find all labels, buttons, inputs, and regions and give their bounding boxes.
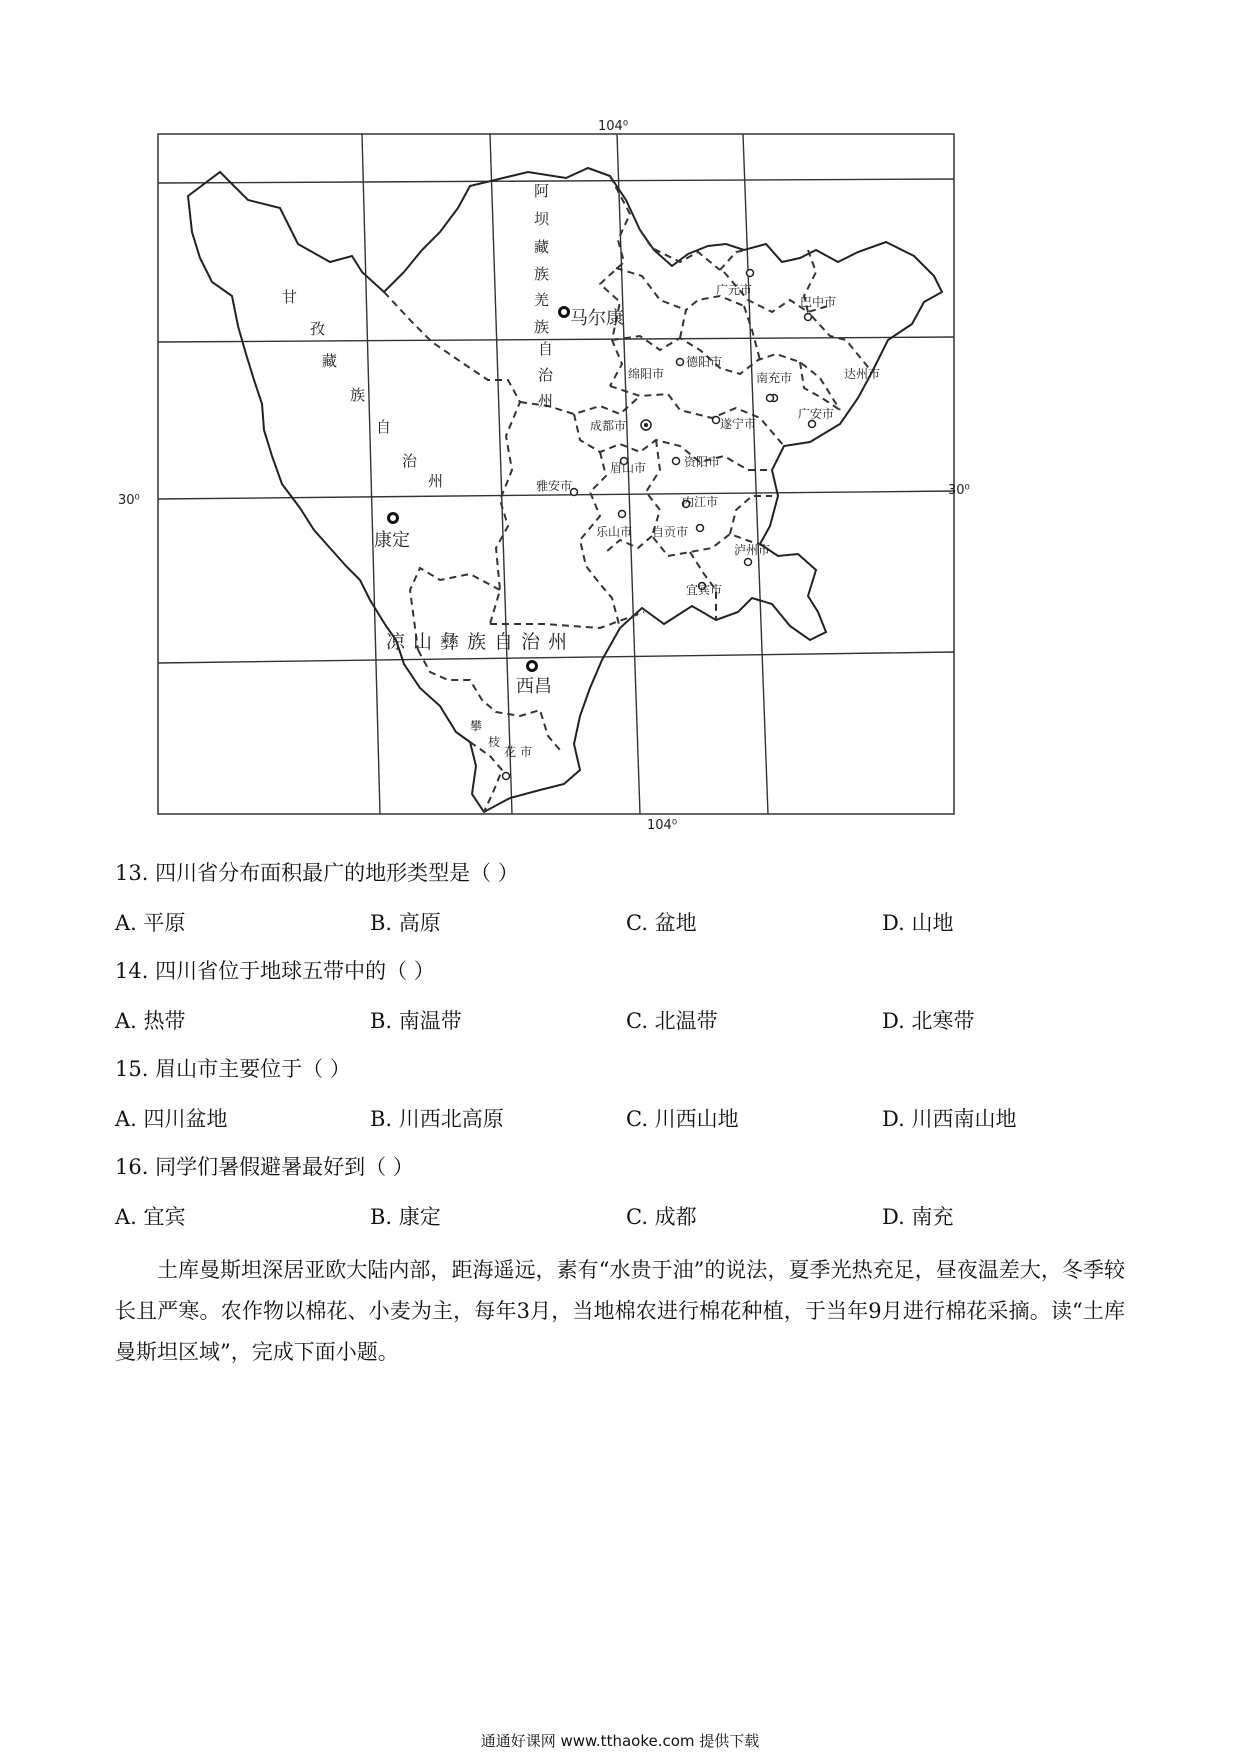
city-marker bbox=[528, 662, 537, 671]
region-char: 治 bbox=[538, 366, 554, 384]
question-16-option-c: C. 成都 bbox=[626, 1205, 697, 1229]
region-label-aba bbox=[534, 182, 554, 410]
city-marker bbox=[673, 458, 680, 465]
question-16-option-a: A. 宜宾 bbox=[115, 1205, 186, 1229]
city-marker bbox=[619, 511, 626, 518]
longitude-label-top: 104⁰ bbox=[598, 119, 629, 134]
city-label-bazhong: 巴中市 bbox=[800, 295, 837, 309]
city-label-panzhihua: 攀 bbox=[470, 719, 483, 733]
city-label-yaan: 雅安市 bbox=[536, 479, 573, 493]
latitude-label-left: 30⁰ bbox=[118, 493, 140, 508]
city-marker bbox=[713, 417, 720, 424]
city-label-panzhihua: 枝 bbox=[488, 735, 501, 749]
region-label-liangshan: 凉山彝族自治州 bbox=[386, 631, 576, 653]
city-label-yibin: 宜宾市 bbox=[686, 583, 723, 597]
city-kangding bbox=[374, 514, 410, 552]
city-label-xichang: 西昌 bbox=[516, 676, 552, 697]
city-marker bbox=[503, 773, 510, 780]
region-label-ganzi bbox=[282, 288, 443, 490]
question-16-stem: 16. 同学们暑假避暑最好到（ ） bbox=[115, 1155, 414, 1179]
city-label-chengdu: 成都市 bbox=[590, 419, 627, 433]
question-13-option-b: B. 高原 bbox=[370, 911, 441, 935]
question-16-option-d: D. 南充 bbox=[882, 1205, 954, 1229]
city-label-nanchong: 南充市 bbox=[756, 371, 793, 385]
region-char: 州 bbox=[538, 392, 554, 410]
region-char: 州 bbox=[428, 472, 444, 490]
city-marker bbox=[389, 514, 398, 523]
city-label-ziyang: 资阳市 bbox=[684, 455, 721, 469]
city-label-leshan: 乐山市 bbox=[596, 525, 633, 539]
city-marker bbox=[644, 423, 648, 427]
question-15-option-a: A. 四川盆地 bbox=[115, 1107, 228, 1131]
question-15-option-c: C. 川西山地 bbox=[626, 1107, 739, 1131]
city-marker bbox=[560, 308, 569, 317]
city-label-meishan: 眉山市 bbox=[610, 461, 647, 475]
city-label-neijiang: 内江市 bbox=[682, 495, 719, 509]
city-marker bbox=[745, 559, 752, 566]
region-char: 族 bbox=[534, 265, 550, 283]
city-marker bbox=[805, 314, 812, 321]
question-15-option-d: D. 川西南山地 bbox=[882, 1107, 1017, 1131]
region-char: 孜 bbox=[310, 320, 326, 338]
region-char: 藏 bbox=[534, 238, 550, 256]
city-marker bbox=[677, 359, 684, 366]
question-13-option-d: D. 山地 bbox=[882, 911, 954, 935]
question-13-option-c: C. 盆地 bbox=[626, 911, 697, 935]
city-label-maerkang: 马尔康 bbox=[570, 308, 624, 329]
city-label-panzhihua: 花 bbox=[504, 745, 517, 759]
city-marker bbox=[809, 421, 816, 428]
city-label-zigong: 自贡市 bbox=[652, 525, 689, 539]
region-char: 族 bbox=[350, 386, 366, 404]
city-marker bbox=[747, 270, 754, 277]
region-char: 羌 bbox=[534, 291, 550, 309]
city-label-luzhou: 泸州市 bbox=[734, 543, 771, 557]
question-13-stem: 13. 四川省分布面积最广的地形类型是（ ） bbox=[115, 861, 519, 885]
city-label-kangding: 康定 bbox=[374, 530, 410, 551]
question-14-option-d: D. 北寒带 bbox=[882, 1009, 975, 1033]
city-marker bbox=[697, 525, 704, 532]
question-15-option-b: B. 川西北高原 bbox=[370, 1107, 504, 1131]
region-char: 阿 bbox=[534, 182, 550, 200]
region-char: 自 bbox=[538, 340, 554, 358]
city-label-mianyang: 绵阳市 bbox=[628, 367, 665, 381]
city-xichang bbox=[516, 662, 552, 698]
city-maerkang bbox=[560, 308, 625, 330]
question-14-option-b: B. 南温带 bbox=[370, 1009, 462, 1033]
question-14-option-a: A. 热带 bbox=[115, 1009, 186, 1033]
question-13-option-a: A. 平原 bbox=[115, 911, 186, 935]
question-14-stem: 14. 四川省位于地球五带中的（ ） bbox=[115, 959, 435, 983]
city-label-deyang: 德阳市 bbox=[686, 355, 723, 369]
question-16-option-b: B. 康定 bbox=[370, 1205, 441, 1229]
city-label-suining: 遂宁市 bbox=[720, 417, 757, 431]
city-marker bbox=[767, 395, 774, 402]
reading-passage: 土库曼斯坦深居亚欧大陆内部，距海遥远，素有“水贵于油”的说法，夏季光热充足，昼夜温差大，冬季较长且严寒。农作物以棉花、小麦为主，每年3月，当地棉农进行棉花种植，于当年9月进行棉花采摘。读“土库曼斯坦区域”，完成下面小题。 bbox=[115, 1258, 1125, 1364]
question-15-stem: 15. 眉山市主要位于（ ） bbox=[115, 1057, 351, 1081]
region-char: 族 bbox=[534, 318, 550, 336]
city-label-panzhihua: 市 bbox=[520, 745, 533, 759]
region-char: 藏 bbox=[322, 352, 338, 370]
question-14-option-c: C. 北温带 bbox=[626, 1009, 718, 1033]
region-char: 治 bbox=[402, 452, 418, 470]
city-label-dazhou: 达州市 bbox=[844, 367, 881, 381]
region-char: 甘 bbox=[282, 288, 298, 306]
latitude-label-right: 30⁰ bbox=[948, 483, 970, 498]
region-char: 坝 bbox=[534, 210, 550, 228]
city-label-guangyuan: 广元市 bbox=[716, 283, 753, 297]
page-footer: 通通好课网 www.tthaoke.com 提供下载 bbox=[480, 1732, 760, 1750]
city-label-guangan: 广安市 bbox=[798, 407, 835, 421]
sichuan-map bbox=[0, 0, 1240, 830]
longitude-label-bottom: 104⁰ bbox=[647, 818, 678, 830]
region-char: 自 bbox=[376, 418, 392, 436]
